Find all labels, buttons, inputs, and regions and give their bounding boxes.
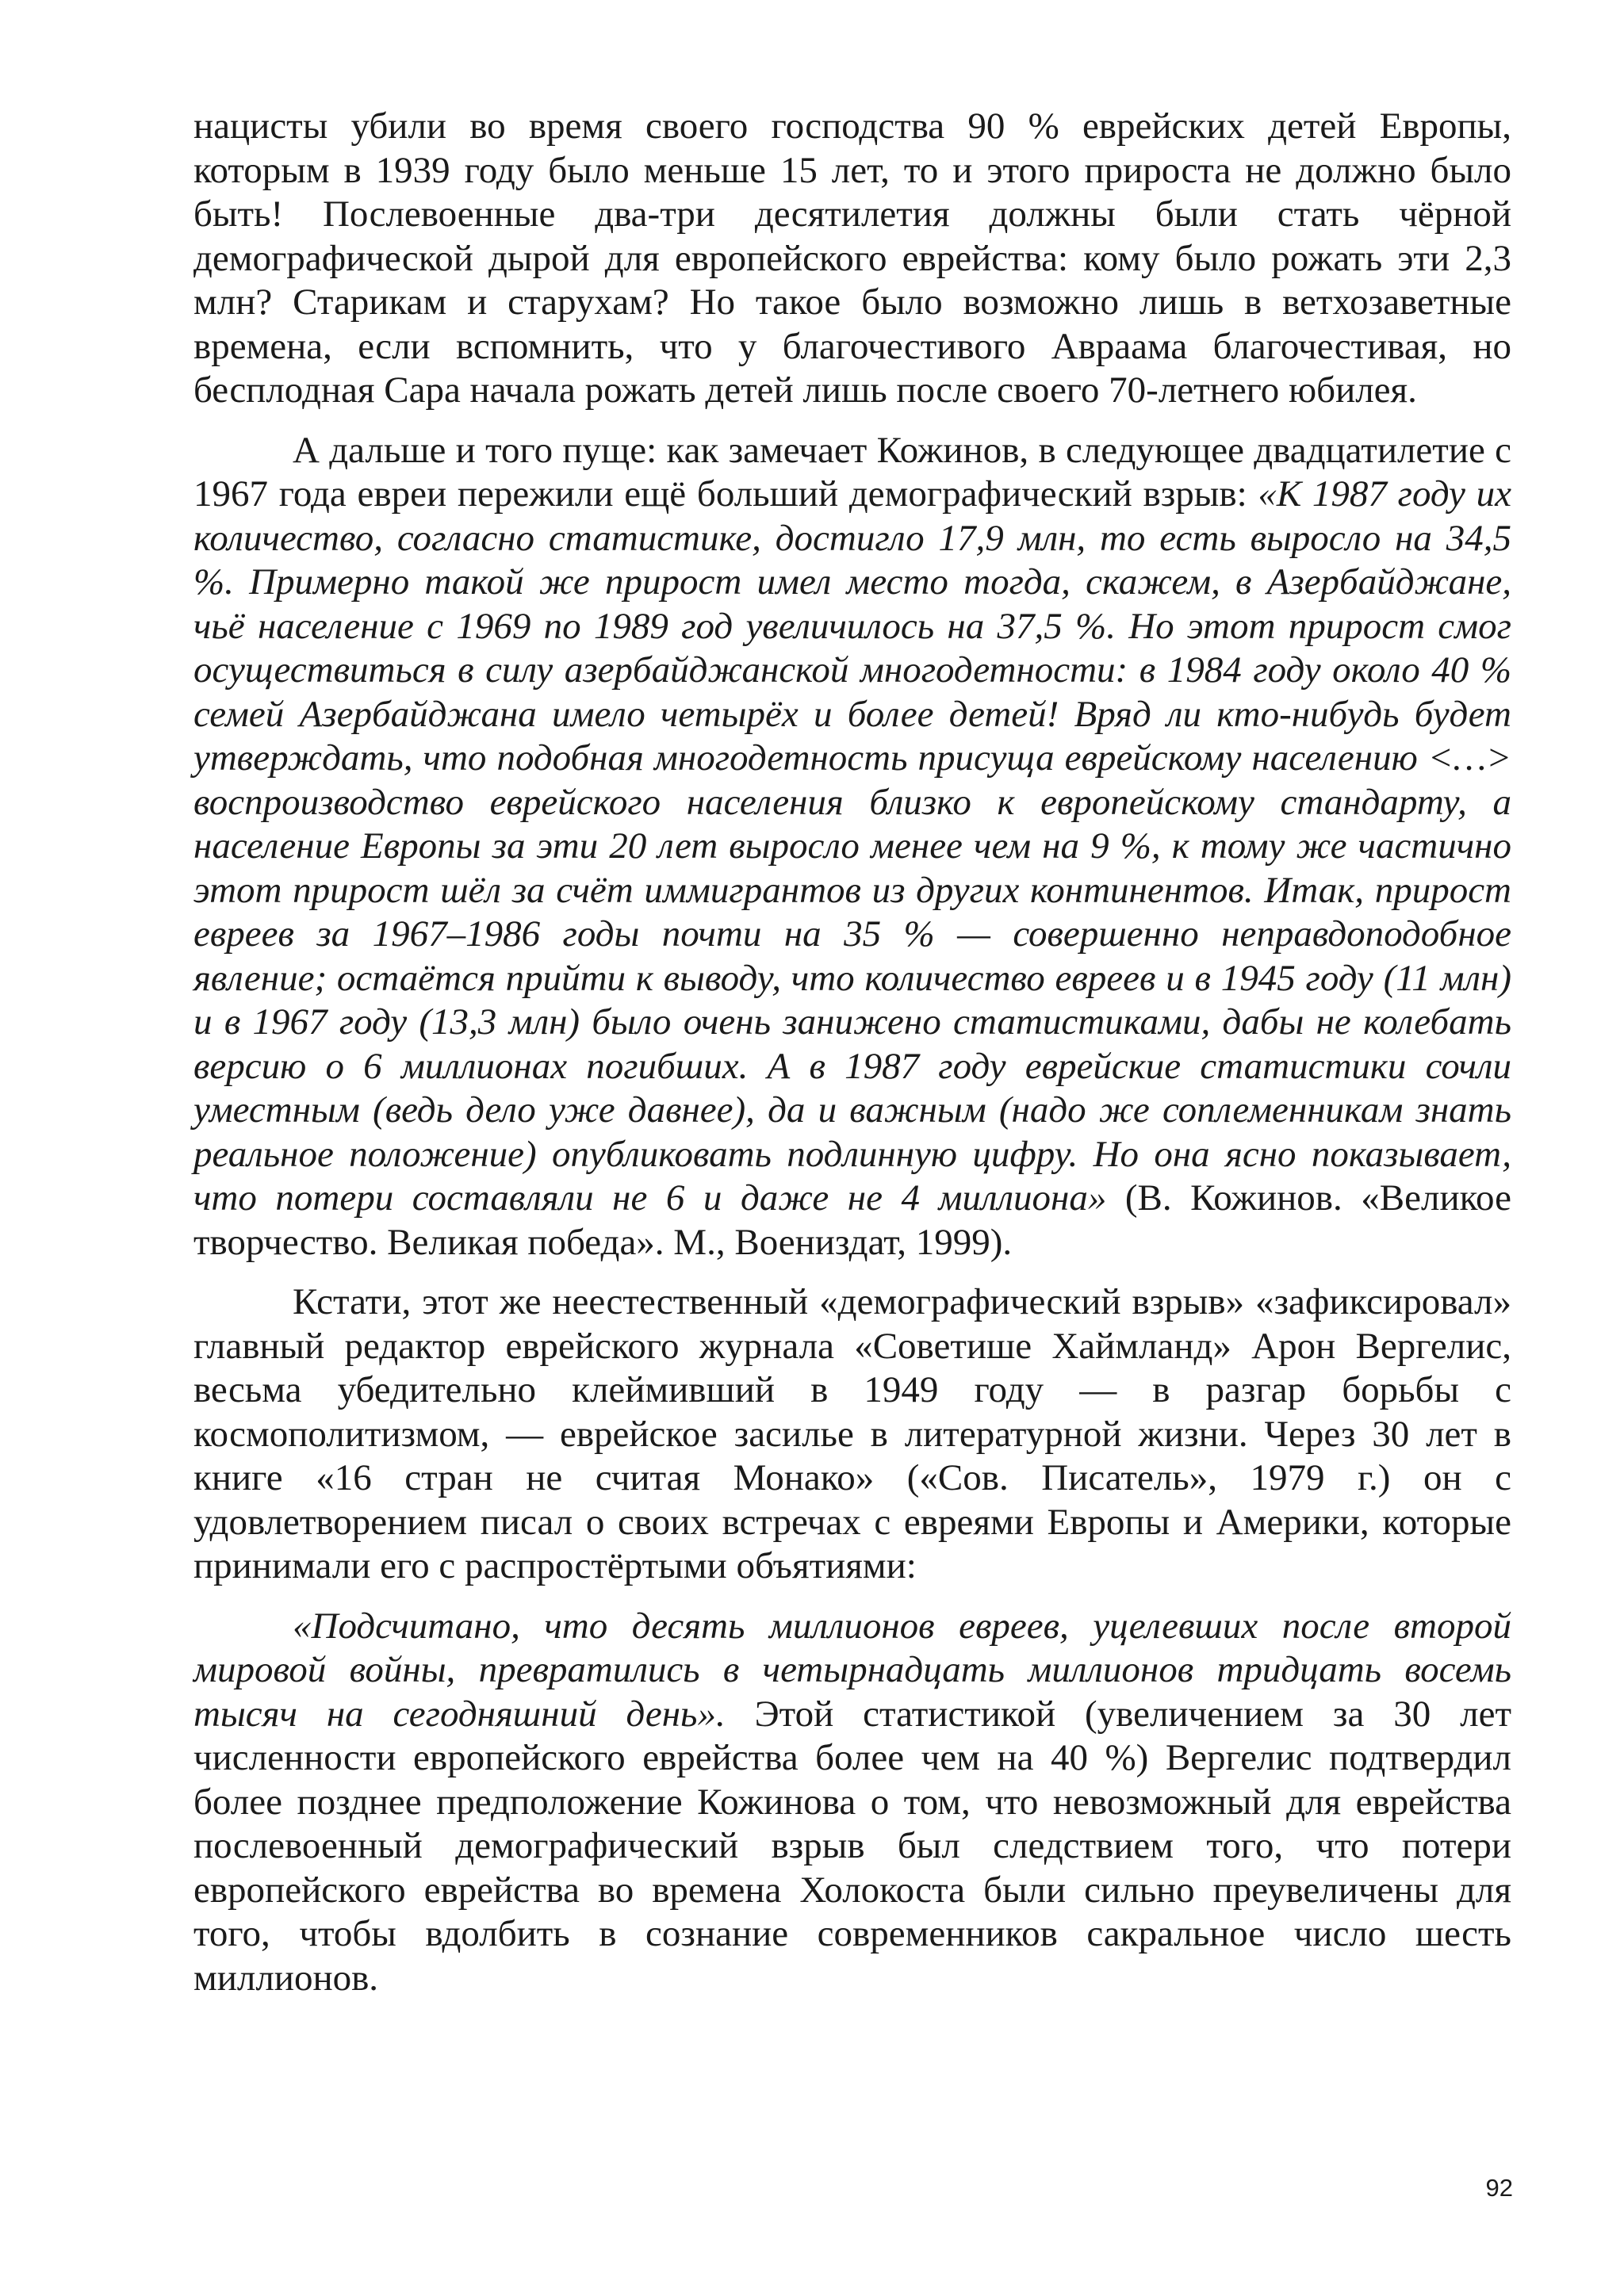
document-page	[193, 105, 1511, 2016]
kozhinov-citation: (В. Кожинов. «Великое творчество. Великая победа». М., Воениздат, 1999).	[193, 1177, 1511, 1263]
paragraph-1	[193, 105, 1511, 413]
paragraph-3	[193, 1280, 1511, 1589]
vergelis-quote: «Подсчитано, что десять миллионов евреев, уцелевших после второй мировой войны, превратились в четырнадцать миллионов тридцать восемь тысяч на сегодняшний день».	[193, 1605, 1511, 1735]
page-number: 92	[1485, 2174, 1513, 2202]
kozhinov-quote: «К 1987 году их количество, согласно статистике, достигло 17,9 млн, то есть выросло на 34,5 %. Примерно такой же прирост имел место тогда, скажем, в Азербайджане, чьё население с 1969 по 1989 год увеличилось на 37,5 %. Но этот прирост смог осуществиться в силу азербайджанской многодетности: в 1984 году около 40 % семей Азербайджана имело четырёх и более детей! Вряд ли кто-нибудь будет утверждать, что подобная многодетность присуща еврейскому населению <…> воспроизводство еврейского населения близко к европейскому стандарту, а население Европы за эти 20 лет выросло менее чем на 9 %, к тому же частично этот прирост шёл за счёт иммигрантов из других континентов. Итак, прирост евреев за 1967–1986 годы почти на 35 % — совершенно неправдоподобное явление; остаётся прийти к выводу, что количество евреев и в 1945 году (11 млн) и в 1967 году (13,3 млн) было очень занижено статистиками, дабы не колебать версию о 6 миллионах погибших. А в 1987 году еврейские статистики сочли уместным (ведь дело уже давнее), да и важным (надо же соплеменникам знать реальное положение) опубликовать подлинную цифру. Но она ясно показывает, что потери составляли не 6 и даже не 4 миллиона»	[193, 473, 1511, 1219]
paragraph-2-text: А дальше и того пуще: как замечает Кожинов, в следующее двадцатилетие с 1967 года евреи пережили ещё больший демографический взрыв:	[193, 429, 1511, 515]
paragraph-4-text: Этой статистикой (увеличением за 30 лет численности европейского еврейства более чем на 40 %) Вергелис подтвердил более позднее предположение Кожинова о том, что невозможный для еврейства послевоенный демографический взрыв был следствием того, что потери европейского еврейства во времена Холокоста были сильно преувеличены для того, чтобы вдолбить в сознание современников сакральное число шесть миллионов.	[193, 1693, 1511, 1999]
paragraph-4	[193, 1605, 1511, 2001]
paragraph-2	[193, 429, 1511, 1265]
paragraph-1-text: нацисты убили во время своего господства 90 % еврейских детей Европы, которым в 1939 году было меньше 15 лет, то и этого прироста не должно было быть! Послевоенные два-три десятилетия должны были стать чёрной демографической дырой для европейского еврейства: кому было рожать эти 2,3 млн? Старикам и старухам? Но такое было возможно лишь в ветхозаветные времена, если вспомнить, что у благочестивого Авраама благочестивая, но бесплодная Сара начала рожать детей лишь после своего 70-летнего юбилея.	[193, 105, 1511, 411]
paragraph-3-text: Кстати, этот же неестественный «демографический взрыв» «зафиксировал» главный редактор еврейского журнала «Советише Хаймланд» Арон Вергелис, весьма убедительно клеймивший в 1949 году — в разгар борьбы с космополитизмом, — еврейское засилье в литературной жизни. Через 30 лет в книге «16 стран не считая Монако» («Сов. Писатель», 1979 г.) он с удовлетворением писал о своих встречах с евреями Европы и Америки, которые принимали его с распростёртыми объятиями:	[193, 1281, 1511, 1586]
